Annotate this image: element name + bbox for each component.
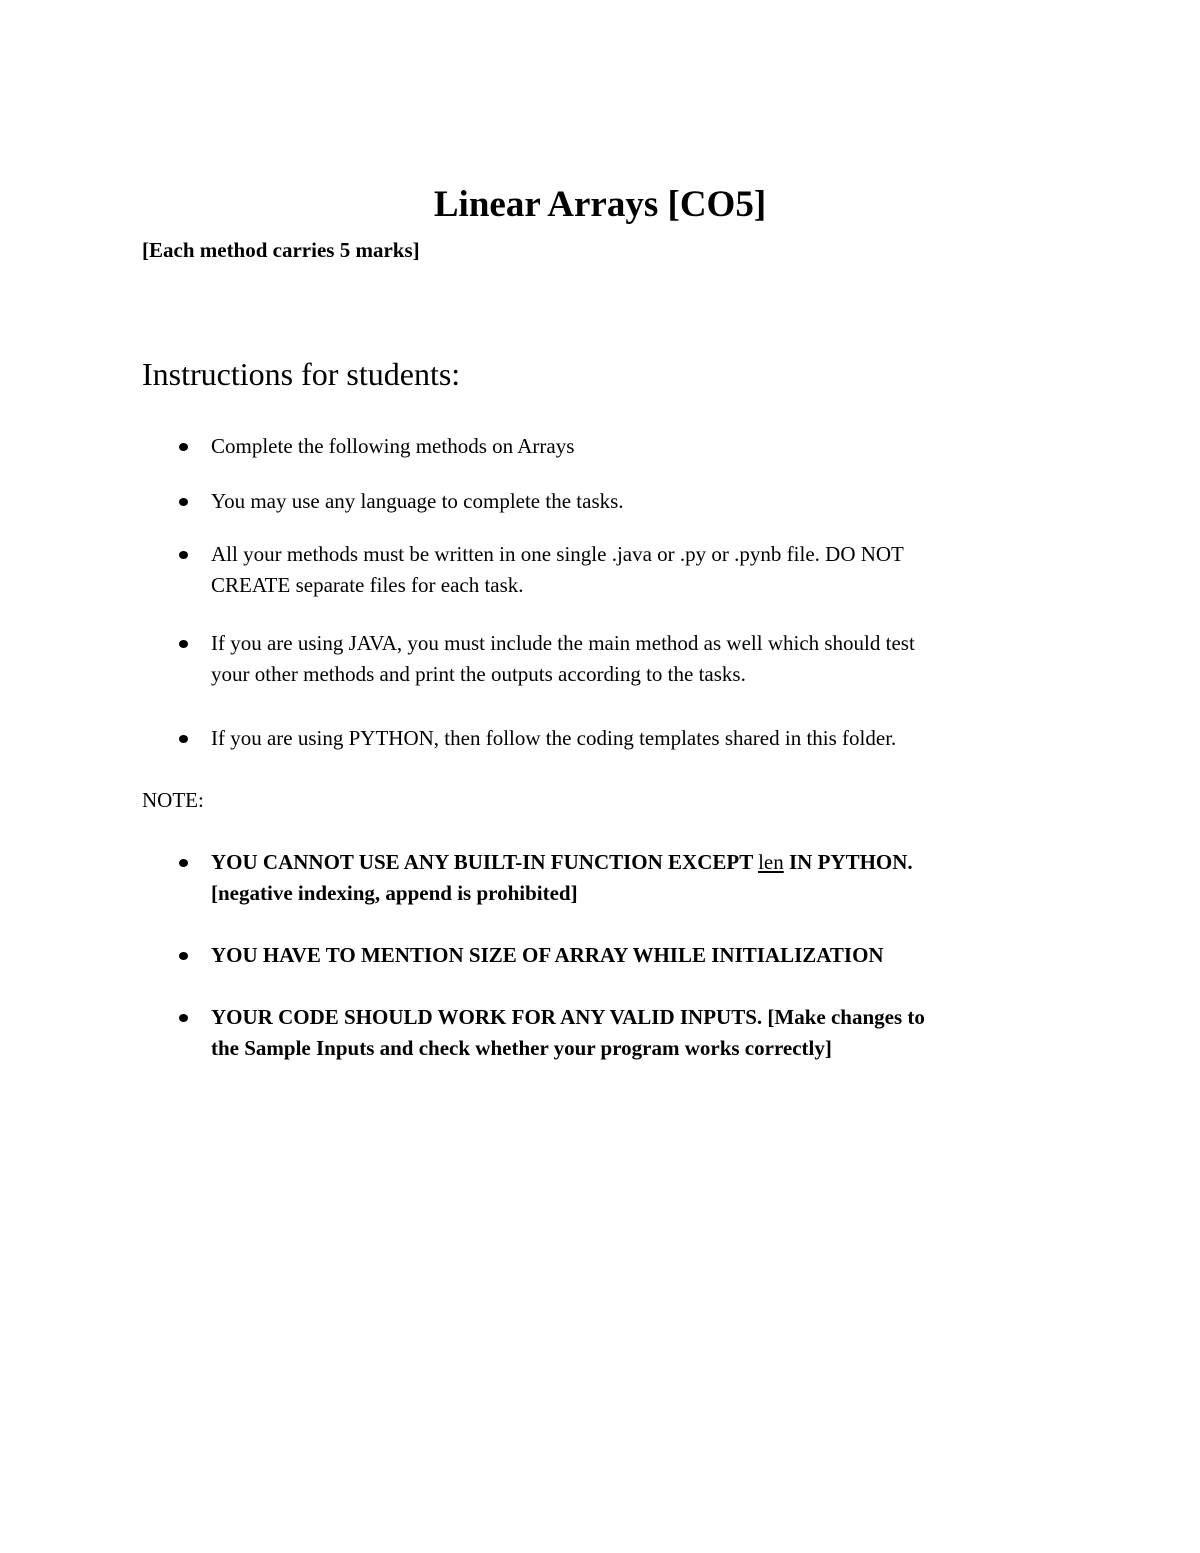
list-item xyxy=(211,847,1031,909)
note-text: the Sample Inputs and check whether your program works correctly] xyxy=(211,1036,832,1060)
bullet-icon xyxy=(179,498,188,506)
bullet-icon xyxy=(179,551,188,559)
list-item-text: You may use any language to complete the tasks. xyxy=(211,489,624,513)
list-item xyxy=(211,539,1031,601)
bullet-icon xyxy=(179,735,188,743)
list-item-text: Complete the following methods on Arrays xyxy=(211,434,575,458)
page-title: Linear Arrays [CO5] xyxy=(433,184,767,225)
len-keyword: len xyxy=(758,850,784,874)
list-item-text: All your methods must be written in one single .java or .py or .pynb file. DO NOT xyxy=(211,542,904,566)
bullet-icon xyxy=(179,952,188,960)
note-text: YOU CANNOT USE ANY BUILT-IN FUNCTION EXCEPT xyxy=(211,850,759,874)
list-item-text: your other methods and print the outputs according to the tasks. xyxy=(211,662,746,686)
marks-subtitle: [Each method carries 5 marks] xyxy=(142,238,420,262)
list-item xyxy=(211,723,1031,754)
bullet-icon xyxy=(179,443,188,451)
list-item xyxy=(211,940,1031,971)
bullet-icon xyxy=(179,1014,188,1022)
list-item xyxy=(211,1002,1031,1064)
list-item-text: If you are using PYTHON, then follow the coding templates shared in this folder. xyxy=(211,726,897,750)
note-text: IN PYTHON. xyxy=(783,850,913,874)
list-item xyxy=(211,486,1031,517)
note-text: YOUR CODE SHOULD WORK FOR ANY VALID INPUTS. [Make changes to xyxy=(211,1005,925,1029)
instructions-heading: Instructions for students: xyxy=(142,356,461,392)
bullet-icon xyxy=(179,859,188,867)
bullet-icon xyxy=(179,640,188,648)
list-item-text: CREATE separate files for each task. xyxy=(211,573,524,597)
list-item-text: If you are using JAVA, you must include the main method as well which should test xyxy=(211,631,915,655)
note-text: YOU HAVE TO MENTION SIZE OF ARRAY WHILE INITIALIZATION xyxy=(211,943,884,967)
list-item xyxy=(211,628,1031,690)
note-label: NOTE: xyxy=(142,788,204,812)
list-item xyxy=(211,431,1031,462)
note-text: [negative indexing, append is prohibited] xyxy=(211,881,578,905)
